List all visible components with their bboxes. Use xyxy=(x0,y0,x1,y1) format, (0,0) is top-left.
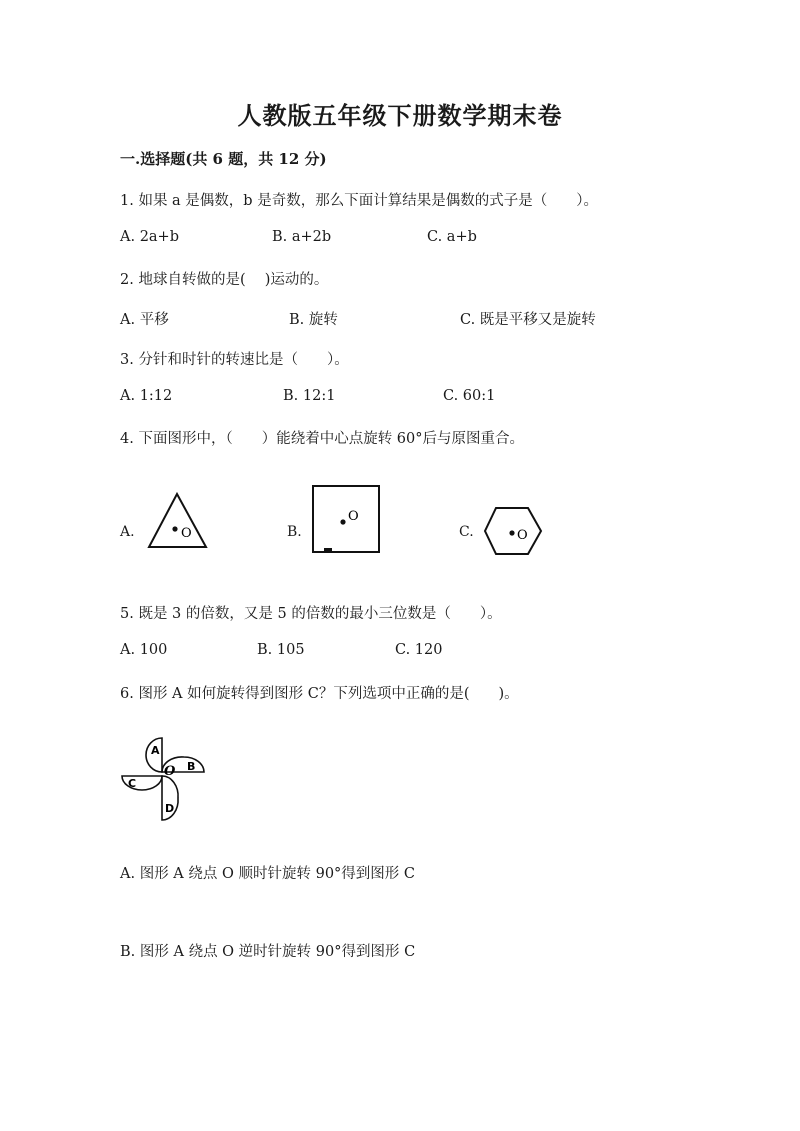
petal-c-letter: C xyxy=(128,777,137,790)
question-5: 5. 既是 3 的倍数，又是 5 的倍数的最小三位数是（ ）。 xyxy=(120,606,502,622)
question-6: 6. 图形 A 如何旋转得到图形 C？下列选项中正确的是( )。 xyxy=(120,686,519,702)
q2-option-a[interactable]: A. 平移 xyxy=(120,312,169,328)
center-mark: O xyxy=(517,528,528,543)
page-title: 人教版五年级下册数学期末卷 xyxy=(237,101,563,130)
center-mark: O xyxy=(181,526,192,541)
hexagon-figure[interactable] xyxy=(482,505,544,557)
q3-option-b[interactable]: B. 12:1 xyxy=(283,388,336,404)
petal-a-letter: A xyxy=(151,744,160,757)
center-point xyxy=(509,530,514,535)
square-figure[interactable] xyxy=(311,484,383,556)
q4-option-b-label[interactable]: B. xyxy=(287,524,302,540)
q5-option-b[interactable]: B. 105 xyxy=(257,642,305,658)
q1-option-c[interactable]: C. a+b xyxy=(427,229,477,245)
q6-option-a[interactable]: A. 图形 A 绕点 O 顺时针旋转 90°得到图形 C xyxy=(120,866,415,882)
q4-option-a-label[interactable]: A. xyxy=(120,524,135,540)
center-mark: O xyxy=(348,509,359,524)
q3-option-a[interactable]: A. 1:12 xyxy=(120,388,173,404)
q1-option-a[interactable]: A. 2a+b xyxy=(120,229,179,245)
q5-option-c[interactable]: C. 120 xyxy=(395,642,443,658)
question-2: 2. 地球自转做的是( )运动的。 xyxy=(120,272,329,288)
center-point xyxy=(340,519,345,524)
section-heading: 一.选择题(共 6 题，共 12 分) xyxy=(120,150,327,168)
petal-b-letter: B xyxy=(187,760,196,773)
q6-option-b[interactable]: B. 图形 A 绕点 O 逆时针旋转 90°得到图形 C xyxy=(120,944,416,960)
edge-mark xyxy=(324,548,332,551)
q3-option-c[interactable]: C. 60:1 xyxy=(443,388,496,404)
center-mark: O xyxy=(164,764,176,779)
pinwheel-figure xyxy=(118,734,210,824)
square-shape xyxy=(313,486,379,552)
q5-option-a[interactable]: A. 100 xyxy=(120,642,168,658)
q1-option-b[interactable]: B. a+2b xyxy=(272,229,332,245)
q2-option-c[interactable]: C. 既是平移又是旋转 xyxy=(460,312,596,328)
petal-d-letter: D xyxy=(165,802,175,815)
center-point xyxy=(172,526,177,531)
question-4: 4. 下面图形中，（ ）能绕着中心点旋转 60°后与原图重合。 xyxy=(120,431,525,447)
question-1: 1. 如果 a 是偶数，b 是奇数，那么下面计算结果是偶数的式子是（ ）。 xyxy=(120,193,598,209)
q4-option-c-label[interactable]: C. xyxy=(459,524,474,540)
q2-option-b[interactable]: B. 旋转 xyxy=(289,312,338,328)
question-3: 3. 分针和时针的转速比是（ ）。 xyxy=(120,352,349,368)
triangle-figure[interactable] xyxy=(144,490,210,552)
triangle-shape xyxy=(149,494,206,547)
